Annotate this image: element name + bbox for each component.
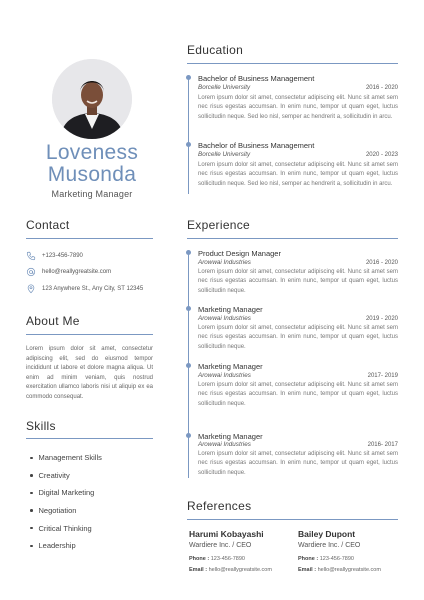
contact-address (26, 283, 143, 295)
skills-heading: Skills (26, 419, 56, 433)
skill-item: Negotiation (30, 502, 102, 520)
school-name: Borcelle University (198, 151, 251, 158)
email-text: hello@reallygreatsite.com (42, 269, 112, 275)
experience-rule (187, 238, 398, 239)
experience-dates: 2016- 2017 (367, 442, 398, 448)
phone-label: Phone : (298, 556, 319, 562)
education-dates: 2020 - 2023 (365, 152, 398, 158)
experience-description: Lorem ipsum dolor sit amet, consectetur adipiscing elit. Nunc sit amet sem nec risus egestas accumsan. In enim nunc, tempor ut quam eget, luctus sollicitudin neque. (198, 269, 398, 294)
contact-phone (26, 250, 83, 262)
profile-photo (52, 59, 132, 139)
company-name: Arowwai Industries (198, 315, 251, 322)
reference-email (298, 567, 381, 573)
location-pin-icon (26, 284, 36, 294)
email-icon (26, 267, 36, 277)
reference-role: Wardiere Inc. / CEO (189, 542, 252, 549)
contact-email (26, 266, 111, 278)
reference-phone (189, 556, 245, 562)
experience-dates: 2019 - 2020 (365, 316, 398, 322)
education-title: Bachelor of Business Management (198, 74, 315, 83)
address-text: 123 Anywhere St., Any City, ST 12345 (42, 286, 144, 292)
skill-item: Leadership (30, 537, 102, 555)
job-title: Marketing Manager (51, 189, 133, 199)
contact-heading: Contact (26, 218, 70, 232)
about-text: Lorem ipsum dolor sit amet, consectetur adipiscing elit, sed do eiusmod tempor incididunt ut labore et dolore magna aliqua. Ut enim ad minim veniam, quis nostrud exercitation ullamco laboris nisi ut aliquip ex ea commodo consequat. (26, 346, 153, 400)
experience-title: Marketing Manager (198, 362, 263, 371)
first-name: Loveness (45, 141, 139, 164)
phone-label: Phone : (189, 556, 210, 562)
reference-email-value: hello@reallygreatsite.com (317, 567, 381, 573)
email-label: Email : (298, 567, 317, 573)
company-name: Arowwai Industries (198, 372, 251, 379)
phone-text: +123-456-7890 (42, 253, 83, 259)
education-description: Lorem ipsum dolor sit amet, consectetur adipiscing elit. Nunc sit amet sem nec risus egestas accumsan. In enim nunc, tempor ut quam eget, luctus sollicitudin neque. Sed leo nisl, semper ac hendrerit a, sollicitudin in arcu. (198, 162, 398, 187)
experience-heading: Experience (187, 218, 251, 232)
last-name: Musonda (47, 163, 137, 186)
about-rule (26, 334, 153, 335)
timeline-dot (186, 75, 191, 80)
reference-name: Bailey Dupont (298, 529, 356, 539)
reference-email-value: hello@reallygreatsite.com (208, 567, 272, 573)
email-label: Email : (189, 567, 208, 573)
reference-name: Harumi Kobayashi (189, 529, 264, 539)
company-name: Arowwai Industries (198, 441, 251, 448)
contact-rule (26, 238, 153, 239)
education-title: Bachelor of Business Management (198, 141, 315, 150)
experience-title: Marketing Manager (198, 432, 263, 441)
reference-phone-value: 123-456-7890 (210, 556, 245, 562)
timeline-dot (186, 142, 191, 147)
timeline-dot (186, 250, 191, 255)
skill-item: Creativity (30, 467, 102, 485)
experience-dates: 2017- 2019 (367, 373, 398, 379)
experience-dates: 2016 - 2020 (365, 260, 398, 266)
phone-icon (26, 251, 36, 261)
experience-description: Lorem ipsum dolor sit amet, consectetur adipiscing elit. Nunc sit amet sem nec risus egestas accumsan. In enim nunc, tempor ut quam eget, luctus sollicitudin neque. (198, 451, 398, 476)
reference-role: Wardiere Inc. / CEO (298, 542, 361, 549)
skill-item: Critical Thinking (30, 519, 102, 537)
school-name: Borcelle University (198, 84, 251, 91)
person-name (0, 142, 184, 186)
about-heading: About Me (26, 314, 80, 328)
company-name: Arowwai Industries (198, 259, 251, 266)
experience-title: Marketing Manager (198, 305, 263, 314)
references-rule (187, 519, 398, 520)
skills-list (30, 449, 102, 555)
education-rule (187, 63, 398, 64)
experience-description: Lorem ipsum dolor sit amet, consectetur adipiscing elit. Nunc sit amet sem nec risus egestas accumsan. In enim nunc, tempor ut quam eget, luctus sollicitudin neque. (198, 382, 398, 407)
reference-phone-value: 123-456-7890 (319, 556, 354, 562)
timeline-dot (186, 363, 191, 368)
skill-item: Management Skills (30, 449, 102, 467)
reference-phone (298, 556, 354, 562)
references-heading: References (187, 499, 252, 513)
experience-title: Product Design Manager (198, 249, 281, 258)
education-heading: Education (187, 43, 244, 57)
experience-description: Lorem ipsum dolor sit amet, consectetur adipiscing elit. Nunc sit amet sem nec risus egestas accumsan. In enim nunc, tempor ut quam eget, luctus sollicitudin neque. (198, 325, 398, 350)
timeline-dot (186, 433, 191, 438)
skill-item: Digital Marketing (30, 484, 102, 502)
timeline-dot (186, 306, 191, 311)
education-description: Lorem ipsum dolor sit amet, consectetur adipiscing elit. Nunc sit amet sem nec risus egestas accumsan. In enim nunc, tempor ut quam eget, luctus sollicitudin neque. Sed leo nisl, semper ac hendrerit a, sollicitudin in arcu. (198, 95, 398, 120)
reference-email (189, 567, 272, 573)
education-dates: 2016 - 2020 (365, 85, 398, 91)
skills-rule (26, 438, 153, 439)
education-timeline (188, 78, 189, 194)
